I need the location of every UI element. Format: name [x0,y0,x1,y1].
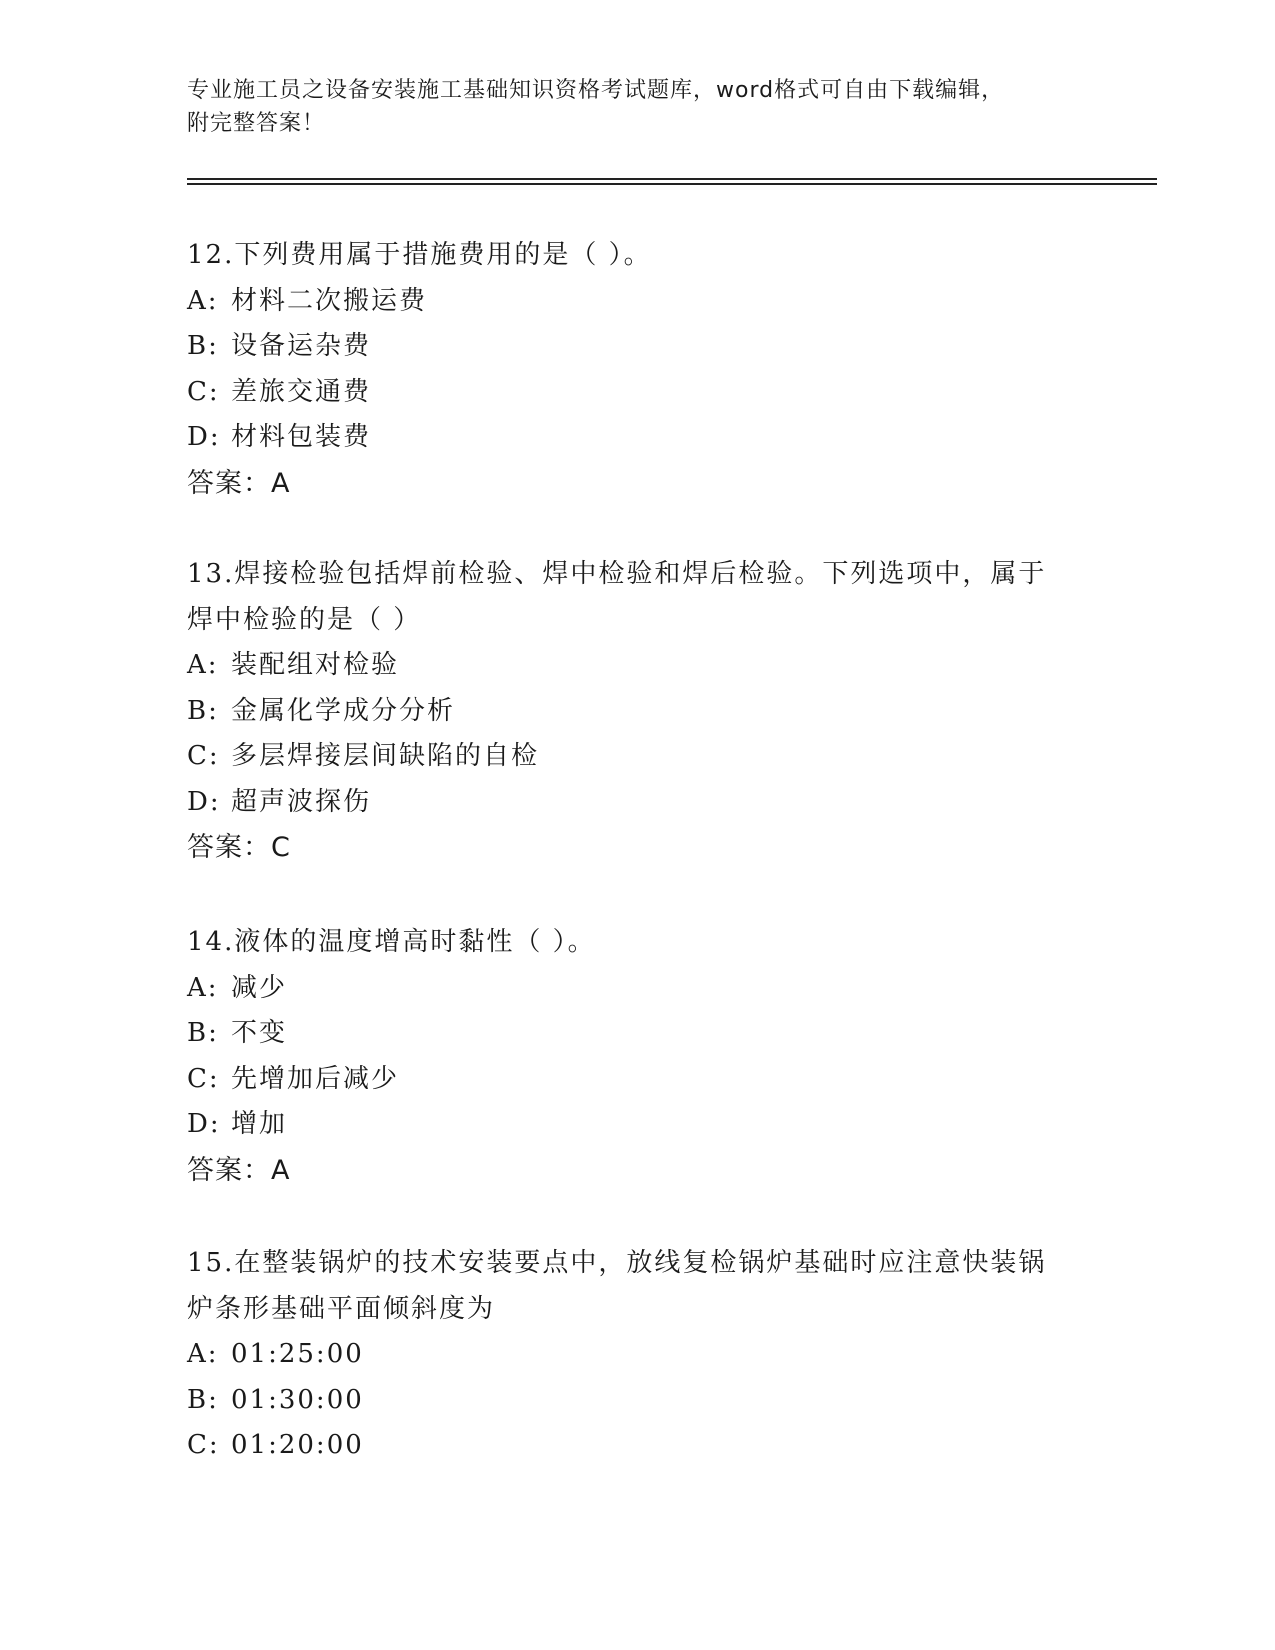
option-text: 不变 [231,1018,288,1048]
option-c [187,734,1087,780]
question-stem-line-2: 炉条形基础平面倾斜度为 [187,1293,496,1324]
option-text: 多层焊接层间缺陷的自检 [231,741,540,771]
option-text: 装配组对检验 [231,650,400,680]
question-stem: 14.液体的温度增高时黏性（ ）。 [187,927,596,957]
option-text: 金属化学成分分析 [231,695,456,726]
option-key: B: [187,1018,219,1048]
question-stem-line-1: 15.在整装锅炉的技术安装要点中，放线复检锅炉基础时应注意快装锅 [187,1248,1047,1278]
option-b [187,1011,1087,1057]
option-key: A: [187,285,219,316]
header-divider-top [187,178,1157,180]
option-text: 材料二次搬运费 [231,285,428,316]
option-key: A: [187,1339,219,1369]
option-text: 差旅交通费 [231,376,372,407]
header-divider-bottom [187,183,1157,185]
option-key: C: [187,1063,220,1094]
option-key: A: [187,650,219,680]
option-a [187,1332,1087,1378]
header-line-2: 附完整答案！ [187,111,326,136]
option-key: D: [187,422,221,452]
option-text: 减少 [231,972,288,1003]
option-d [187,415,1087,461]
option-d [187,780,1087,826]
option-c [187,370,1087,416]
option-key: D: [187,1109,221,1139]
option-key: D: [187,786,221,817]
option-c [187,1423,1087,1469]
option-a [187,966,1087,1012]
option-key: C: [187,376,220,407]
option-c [187,1057,1087,1103]
option-key: B: [187,695,219,726]
option-key: C: [187,1430,220,1460]
option-key: A: [187,972,219,1003]
option-b [187,1378,1087,1424]
option-a [187,279,1087,325]
option-text: 超声波探伤 [231,786,372,817]
question-12 [187,233,1087,506]
answer: 答案：C [187,832,291,863]
question-stem-line-1: 13.焊接检验包括焊前检验、焊中检验和焊后检验。下列选项中，属于 [187,559,1047,589]
option-text: 设备运杂费 [231,331,372,361]
option-b [187,324,1087,370]
answer: 答案：A [187,467,291,499]
question-stem: 12.下列费用属于措施费用的是（ ）。 [187,240,652,270]
option-text: 先增加后减少 [231,1063,400,1094]
answer: 答案：A [187,1154,291,1186]
option-key: C: [187,741,220,771]
option-b [187,689,1087,735]
option-a [187,643,1087,689]
question-15 [187,1241,1087,1469]
option-text: 01:25:00 [231,1339,364,1369]
option-d [187,1102,1087,1148]
document-header [187,74,1087,140]
option-text: 01:20:00 [231,1430,364,1460]
option-text: 01:30:00 [231,1384,364,1415]
option-text: 增加 [231,1109,288,1139]
question-14 [187,920,1087,1193]
question-13 [187,552,1087,871]
option-text: 材料包装费 [231,422,372,452]
question-stem-line-2: 焊中检验的是（ ） [187,604,422,635]
header-line-1: 专业施工员之设备安装施工基础知识资格考试题库，word格式可自由下载编辑， [187,78,1005,103]
option-key: B: [187,331,219,361]
option-key: B: [187,1384,219,1415]
